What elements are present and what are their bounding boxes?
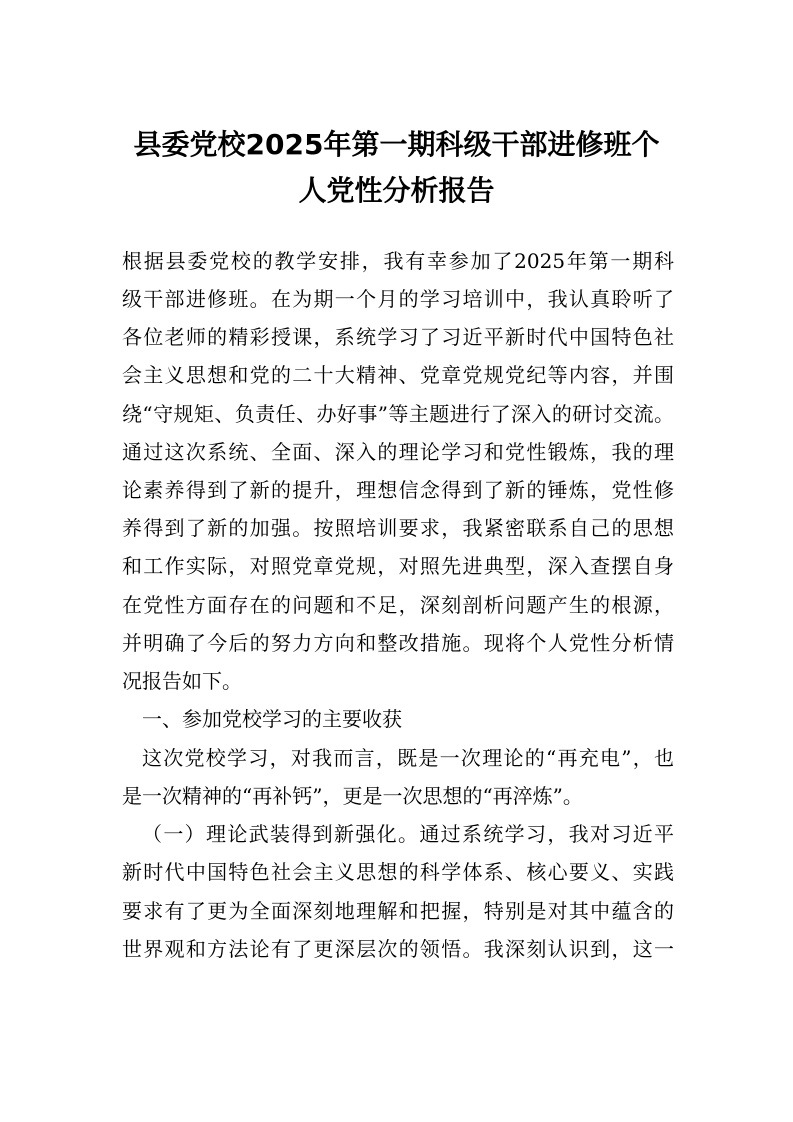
body-text-line: 是一次精神的“再补钙”，更是一次思想的“再淬炼”。 — [122, 784, 583, 808]
body-text-line: 养得到了新的加强。按照培训要求，我紧密联系自己的思想 — [122, 516, 674, 540]
body-text-line: 新时代中国特色社会主义思想的科学体系、核心要义、实践 — [122, 860, 674, 884]
body-text-line: 况报告如下。 — [122, 669, 242, 693]
body-text-line: 和工作实际，对照党章党规，对照先进典型，深入查摆自身 — [122, 554, 674, 578]
body-text-line: 并明确了今后的努力方向和整改措施。现将个人党性分析情 — [122, 631, 674, 655]
body-text-line: 绕“守规矩、负责任、办好事”等主题进行了深入的研讨交流。 — [122, 402, 674, 426]
body-text-line: 各位老师的精彩授课，系统学习了习近平新时代中国特色社 — [122, 325, 674, 349]
body-text-line: 会主义思想和党的二十大精神、党章党规党纪等内容，并围 — [122, 363, 674, 387]
body-text-line: 世界观和方法论有了更深层次的领悟。我深刻认识到，这一 — [122, 937, 674, 961]
document-title-line-1: 县委党校2025年第一期科级干部进修班个 — [133, 128, 660, 161]
body-text-line: 级干部进修班。在为期一个月的学习培训中，我认真聆听了 — [122, 287, 674, 311]
body-text-line: 在党性方面存在的问题和不足，深刻剖析问题产生的根源， — [122, 593, 674, 617]
section-heading: 一、参加党校学习的主要收获 — [142, 707, 402, 731]
document-title-line-2: 人党性分析报告 — [298, 174, 495, 207]
body-text-line: 根据县委党校的教学安排，我有幸参加了2025年第一期科 — [122, 249, 674, 273]
body-text-line: 这次党校学习，对我而言，既是一次理论的“再充电”，也 — [142, 746, 674, 770]
body-text-line: 要求有了更为全面深刻地理解和把握，特别是对其中蕴含的 — [122, 899, 674, 923]
body-text-line: 通过这次系统、全面、深入的理论学习和党性锻炼，我的理 — [122, 440, 674, 464]
body-text-line: 论素养得到了新的提升，理想信念得到了新的锤炼，党性修 — [122, 478, 674, 502]
subsection-heading-line: （一）理论武装得到新强化。通过系统学习，我对习近平 — [142, 822, 674, 846]
